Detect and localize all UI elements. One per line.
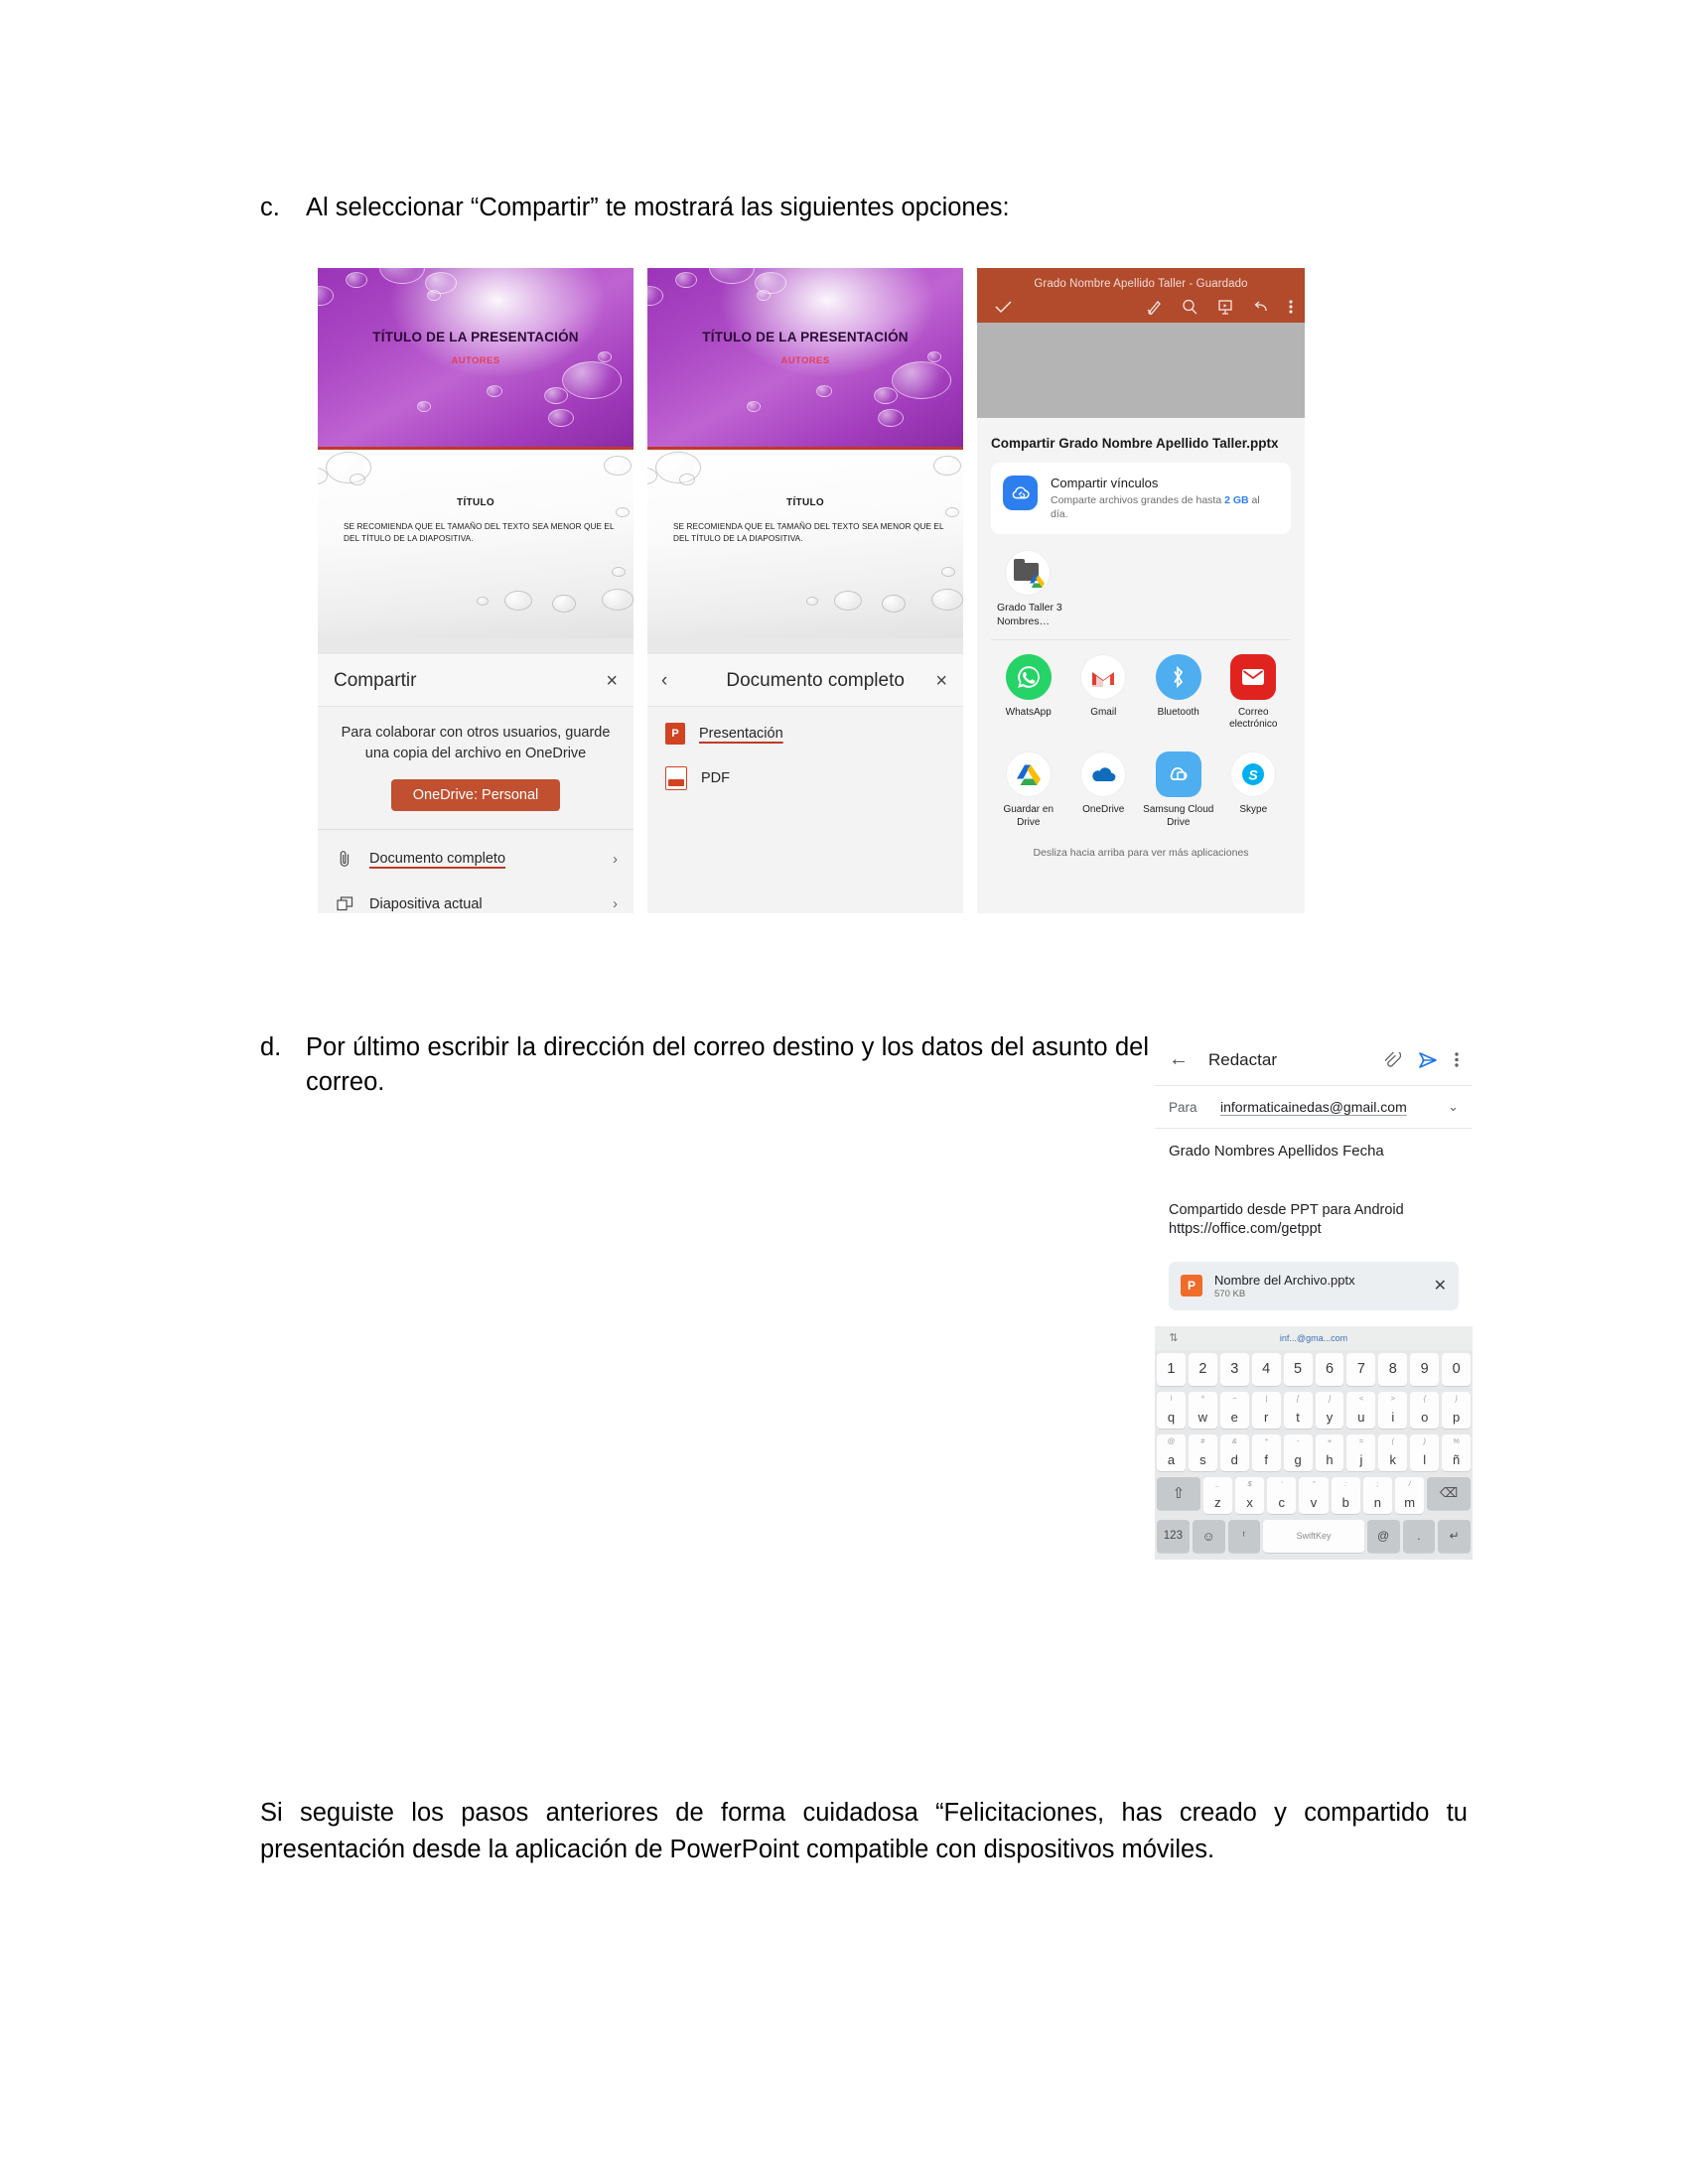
key-t-sup: [ — [1297, 1393, 1300, 1403]
key-enye[interactable] — [1442, 1434, 1471, 1471]
close-icon[interactable]: × — [606, 670, 618, 692]
drive-folder-icon — [1005, 550, 1051, 596]
key-j-label: j — [1359, 1451, 1363, 1467]
document-panel-title: Documento completo — [726, 670, 905, 691]
key-c-sup: ‘ — [1280, 1478, 1283, 1488]
present-icon[interactable] — [1217, 299, 1233, 315]
key-l-sup: ) — [1423, 1435, 1426, 1445]
key-e[interactable] — [1220, 1392, 1249, 1429]
key-w-label: w — [1197, 1409, 1208, 1425]
share-row-diapositiva-actual[interactable] — [318, 882, 633, 913]
share-app-label: OneDrive — [1082, 804, 1125, 816]
share-panel-message: Para colaborar con otros usuarios, guarde una copia del archivo en OneDrive — [341, 725, 611, 761]
key-g-sup: - — [1296, 1435, 1300, 1445]
key-q-label: q — [1167, 1409, 1176, 1425]
link-sharing-icon — [1003, 476, 1038, 510]
chevron-right-icon: › — [613, 895, 618, 913]
share-app-label: WhatsApp — [1005, 706, 1052, 718]
key-g[interactable] — [1284, 1434, 1313, 1471]
direct-share-target[interactable] — [991, 534, 1291, 639]
app-row-1 — [991, 642, 1291, 741]
key-q[interactable] — [1157, 1392, 1186, 1429]
key-a-sup: @ — [1167, 1435, 1176, 1445]
key-r-label: r — [1264, 1409, 1269, 1425]
list-text-c: Al seleccionar “Compartir” te mostrará las siguientes opciones: — [306, 194, 1010, 221]
slide-body-text: SE RECOMIENDA QUE EL TAMAÑO DEL TEXTO SEA MENOR QUE EL DEL TÍTULO DE LA DIAPOSITIVA. — [344, 522, 615, 543]
attachment-size: 570 KB — [1214, 1288, 1246, 1299]
overflow-menu-icon[interactable] — [1455, 1051, 1459, 1068]
powerpoint-app-bar — [977, 268, 1305, 323]
share-app-onedrive[interactable] — [1066, 751, 1142, 830]
share-app-samsung-cloud-drive[interactable] — [1141, 751, 1216, 830]
paperclip-icon — [334, 850, 355, 868]
overflow-menu-icon[interactable] — [1289, 299, 1293, 315]
pen-icon[interactable] — [1146, 299, 1162, 315]
powerpoint-file-icon — [665, 723, 685, 745]
attachment-chip[interactable] — [1169, 1262, 1459, 1310]
expand-suggestions-icon[interactable]: ⇅ — [1169, 1332, 1179, 1345]
link-card-sub-post: al día. — [1051, 494, 1260, 521]
key-z-label: z — [1214, 1494, 1221, 1510]
key-d-label: d — [1230, 1451, 1238, 1467]
attach-icon[interactable] — [1382, 1052, 1401, 1067]
closing-paragraph: Si seguiste los pasos anteriores de forma cuidadosa “Felicitaciones, has creado y compartido tu presentación desde la aplicación de PowerPoint compatible con dispositivos móviles. — [260, 1799, 1468, 1863]
key-k-label: k — [1389, 1451, 1397, 1467]
key-a-label: a — [1167, 1451, 1176, 1467]
attachment-name: Nombre del Archivo.pptx — [1214, 1272, 1355, 1288]
key-w[interactable] — [1189, 1392, 1217, 1429]
shift-key[interactable]: ⇧ — [1157, 1477, 1200, 1510]
gmail-toolbar — [1155, 1032, 1473, 1085]
keyboard-row-zxcv — [1155, 1474, 1473, 1517]
key-o-sup: { — [1423, 1393, 1426, 1403]
to-field-value[interactable]: informaticainedas@gmail.com — [1220, 1099, 1407, 1115]
key-n-label: n — [1373, 1494, 1382, 1510]
key-p[interactable] — [1442, 1392, 1471, 1429]
share-app-guardar-en-drive[interactable] — [991, 751, 1066, 830]
share-row-documento-completo[interactable] — [318, 836, 633, 882]
key-f-sup: * — [1264, 1435, 1268, 1445]
android-share-sheet — [977, 418, 1305, 871]
share-app-gmail[interactable] — [1066, 654, 1142, 733]
key-9[interactable]: 9 — [1410, 1353, 1439, 1386]
send-icon[interactable] — [1418, 1051, 1438, 1069]
link-card-subtitle — [1051, 493, 1279, 521]
pdf-file-icon — [665, 766, 687, 790]
key-3[interactable]: 3 — [1220, 1353, 1249, 1386]
screenshot-share-panel — [318, 268, 633, 913]
onedrive-personal-button[interactable]: OneDrive: Personal — [391, 779, 561, 811]
key-k[interactable] — [1378, 1434, 1407, 1471]
key-b-label: b — [1341, 1494, 1349, 1510]
screenshot-document-panel — [647, 268, 963, 913]
link-card-size-highlight: 2 GB — [1224, 494, 1249, 506]
share-app-label: Guardar en Drive — [1003, 804, 1055, 829]
list-item-c — [260, 191, 1333, 225]
document-row-label: PDF — [701, 770, 730, 786]
space-key[interactable]: SwiftKey — [1263, 1520, 1364, 1553]
key-w-sup: ^ — [1200, 1393, 1205, 1403]
slide-thumbnail-top — [647, 268, 963, 450]
key-5[interactable]: 5 — [1284, 1353, 1313, 1386]
key-e-label: e — [1230, 1409, 1238, 1425]
share-sheet-title: Compartir Grado Nombre Apellido Taller.pptx — [991, 436, 1279, 451]
key-i-label: i — [1391, 1409, 1395, 1425]
slide-thumbnail-top — [318, 268, 633, 450]
subject-field[interactable]: Grado Nombres Apellidos Fecha — [1169, 1143, 1384, 1160]
numeric-key[interactable]: 123 — [1157, 1520, 1190, 1553]
email-body[interactable] — [1155, 1160, 1473, 1240]
key-p-label: p — [1452, 1409, 1461, 1425]
list-marker-d: d. — [260, 1033, 282, 1061]
share-links-card[interactable] — [991, 463, 1291, 534]
bluetooth-icon — [1156, 654, 1201, 700]
remove-attachment-icon[interactable]: ✕ — [1433, 1278, 1447, 1296]
share-sheet-footer: Desliza hacia arriba para ver más aplicaciones — [1033, 846, 1249, 859]
share-row-label: Documento completo — [369, 851, 506, 868]
key-c-label: c — [1278, 1494, 1286, 1510]
compose-title: Redactar — [1208, 1049, 1277, 1069]
key-h-label: h — [1326, 1451, 1334, 1467]
period-key[interactable]: . — [1403, 1520, 1436, 1553]
slide-authors: AUTORES — [451, 355, 500, 366]
backspace-key[interactable]: ⌫ — [1427, 1477, 1471, 1510]
key-h-sup: + — [1327, 1435, 1333, 1445]
share-app-whatsapp[interactable] — [991, 654, 1066, 733]
key-y-sup: ] — [1328, 1393, 1332, 1403]
key-v[interactable] — [1299, 1477, 1328, 1514]
svg-text:S: S — [1248, 766, 1258, 783]
key-u[interactable] — [1346, 1392, 1375, 1429]
slide-thumbnail-bottom — [647, 450, 963, 638]
key-r-sup: | — [1265, 1393, 1268, 1403]
key-z[interactable] — [1203, 1477, 1232, 1514]
chevron-down-icon[interactable]: ⌄ — [1448, 1099, 1459, 1114]
google-drive-icon — [1006, 751, 1052, 797]
key-x-label: x — [1246, 1494, 1253, 1510]
key-2[interactable]: 2 — [1189, 1353, 1217, 1386]
key-b-sup: : — [1344, 1478, 1347, 1488]
back-icon[interactable]: ‹ — [661, 670, 668, 691]
link-card-title: Compartir vínculos — [1051, 476, 1159, 490]
key-6[interactable]: 6 — [1316, 1353, 1344, 1386]
back-arrow-icon[interactable]: ← — [1169, 1048, 1189, 1070]
enter-key[interactable]: ↵ — [1438, 1520, 1471, 1553]
key-v-label: v — [1310, 1494, 1318, 1510]
key-l-label: l — [1423, 1451, 1427, 1467]
share-app-bluetooth[interactable] — [1141, 654, 1216, 733]
chevron-right-icon: › — [613, 850, 618, 868]
slide-subtitle: TÍTULO — [457, 497, 494, 508]
key-z-sup: _ — [1215, 1478, 1220, 1488]
key-u-label: u — [1357, 1409, 1365, 1425]
key-r[interactable] — [1252, 1392, 1281, 1429]
key-j[interactable] — [1346, 1434, 1375, 1471]
key-i[interactable] — [1378, 1392, 1407, 1429]
key-g-label: g — [1294, 1451, 1302, 1467]
key-p-sup: } — [1455, 1393, 1458, 1403]
keyboard-row-qwerty — [1155, 1389, 1473, 1432]
document-row-pdf[interactable] — [647, 755, 963, 801]
share-app-correo-electronico[interactable] — [1216, 654, 1292, 733]
key-enye-label: ñ — [1452, 1451, 1461, 1467]
key-1[interactable]: 1 — [1157, 1353, 1186, 1386]
key-n-sup: ; — [1376, 1478, 1379, 1488]
share-app-label: Samsung Cloud Drive — [1143, 804, 1214, 829]
key-k-sup: ( — [1391, 1435, 1395, 1445]
share-app-label: Bluetooth — [1157, 706, 1199, 718]
key-t-label: t — [1296, 1409, 1300, 1425]
gmail-icon — [1080, 654, 1126, 700]
list-text-d: Por último escribir la dirección del correo destino y los datos del asunto del correo. — [306, 1033, 1149, 1097]
search-icon[interactable] — [1182, 299, 1197, 315]
samsung-cloud-drive-icon — [1156, 751, 1201, 797]
keyboard-row-bottom — [1155, 1517, 1473, 1556]
slides-icon — [334, 896, 355, 911]
body-line-2: https://office.com/getppt — [1169, 1221, 1322, 1238]
key-a[interactable] — [1157, 1434, 1186, 1471]
key-j-sup: = — [1358, 1435, 1364, 1445]
slide-title: TÍTULO DE LA PRESENTACIÓN — [372, 330, 579, 344]
app-row-2 — [991, 740, 1291, 838]
share-app-skype[interactable] — [1216, 751, 1292, 830]
share-panel-header — [318, 654, 633, 707]
recipient-row[interactable] — [1155, 1086, 1473, 1128]
suggestion-item[interactable]: inf...@gma...com — [1279, 1332, 1348, 1343]
key-b[interactable] — [1332, 1477, 1360, 1514]
to-label: Para — [1169, 1099, 1197, 1115]
body-line-1: Compartido desde PPT para Android — [1169, 1202, 1404, 1218]
powerpoint-file-icon: P — [1181, 1275, 1202, 1297]
onedrive-icon — [1080, 751, 1126, 797]
suggestion-bar — [1155, 1326, 1473, 1350]
screenshot-share-sheet — [977, 268, 1305, 913]
key-y[interactable] — [1316, 1392, 1344, 1429]
share-app-label: Skype — [1239, 804, 1268, 816]
app-bar-icon-row — [977, 299, 1305, 315]
list-item-d — [260, 1030, 1149, 1100]
key-enye-sup: % — [1453, 1435, 1460, 1445]
slide-spacer — [647, 638, 963, 654]
keyboard-row-asdf — [1155, 1432, 1473, 1474]
key-x-sup: $ — [1247, 1478, 1252, 1488]
gmail-compose-screen — [1155, 1032, 1473, 1693]
slide-thumbnail-bottom — [318, 450, 633, 638]
slide-body-text: SE RECOMIENDA QUE EL TAMAÑO DEL TEXTO SEA MENOR QUE EL DEL TÍTULO DE LA DIAPOSITIVA. — [673, 522, 944, 543]
key-t[interactable] — [1284, 1392, 1313, 1429]
slide-title: TÍTULO DE LA PRESENTACIÓN — [702, 330, 909, 344]
key-i-sup: > — [1390, 1393, 1395, 1403]
share-app-label: Correo electrónico — [1229, 706, 1278, 731]
key-s-sup: # — [1200, 1435, 1205, 1445]
emoji-key[interactable]: ☺ — [1193, 1520, 1225, 1553]
mic-key[interactable]: ᵗ — [1228, 1520, 1261, 1553]
key-s[interactable] — [1189, 1434, 1217, 1471]
key-v-sup: ” — [1312, 1478, 1316, 1488]
key-n[interactable] — [1363, 1477, 1392, 1514]
key-h[interactable] — [1316, 1434, 1344, 1471]
key-q-sup: \ — [1170, 1393, 1173, 1403]
screenshot-gmail-compose — [1155, 1032, 1473, 1693]
key-c[interactable] — [1267, 1477, 1296, 1514]
share-panel — [318, 654, 633, 913]
email-icon — [1230, 654, 1276, 700]
key-4[interactable]: 4 — [1252, 1353, 1281, 1386]
document-row-presentacion[interactable] — [647, 707, 963, 755]
panel-divider — [318, 829, 633, 830]
whatsapp-icon — [1006, 654, 1052, 700]
slide-spacer — [318, 638, 633, 654]
link-card-sub-pre: Comparte archivos grandes de hasta — [1051, 494, 1225, 506]
check-icon[interactable] — [995, 300, 1012, 314]
key-u-sup: < — [1358, 1393, 1364, 1403]
key-o[interactable] — [1410, 1392, 1439, 1429]
skype-icon — [1230, 751, 1276, 797]
key-0[interactable]: 0 — [1442, 1353, 1471, 1386]
key-d-sup: & — [1231, 1435, 1237, 1445]
key-y-label: y — [1326, 1409, 1334, 1425]
key-l[interactable] — [1410, 1434, 1439, 1471]
key-7[interactable]: 7 — [1346, 1353, 1375, 1386]
app-bar-title: Grado Nombre Apellido Taller - Guardado — [1034, 278, 1248, 290]
share-panel-title: Compartir — [334, 670, 417, 691]
slide-subtitle: TÍTULO — [786, 497, 824, 508]
close-icon[interactable]: × — [935, 670, 947, 692]
list-marker-c: c. — [260, 194, 280, 221]
document-panel-header — [647, 654, 963, 707]
key-m-label: m — [1404, 1494, 1416, 1510]
slide-authors: AUTORES — [780, 355, 830, 366]
key-8[interactable]: 8 — [1378, 1353, 1407, 1386]
slide-canvas-dimmed — [977, 323, 1305, 418]
direct-share-label: Grado Taller 3 Nombres… — [997, 602, 1062, 627]
at-key[interactable]: @ — [1367, 1520, 1400, 1553]
share-row-label: Diapositiva actual — [369, 895, 483, 912]
document-row-label: Presentación — [699, 726, 783, 742]
swiftkey-keyboard — [1155, 1326, 1473, 1560]
key-e-sup: ~ — [1232, 1393, 1237, 1403]
document-panel — [647, 654, 963, 913]
key-f-label: f — [1264, 1451, 1268, 1467]
undo-icon[interactable] — [1253, 299, 1269, 315]
keyboard-row-numbers — [1155, 1350, 1473, 1389]
key-o-label: o — [1421, 1409, 1429, 1425]
key-m[interactable] — [1395, 1477, 1424, 1514]
key-x[interactable] — [1235, 1477, 1264, 1514]
share-app-label: Gmail — [1090, 706, 1117, 718]
key-s-label: s — [1199, 1451, 1206, 1467]
key-m-sup: / — [1408, 1478, 1411, 1488]
key-f[interactable] — [1252, 1434, 1281, 1471]
key-d[interactable] — [1220, 1434, 1249, 1471]
